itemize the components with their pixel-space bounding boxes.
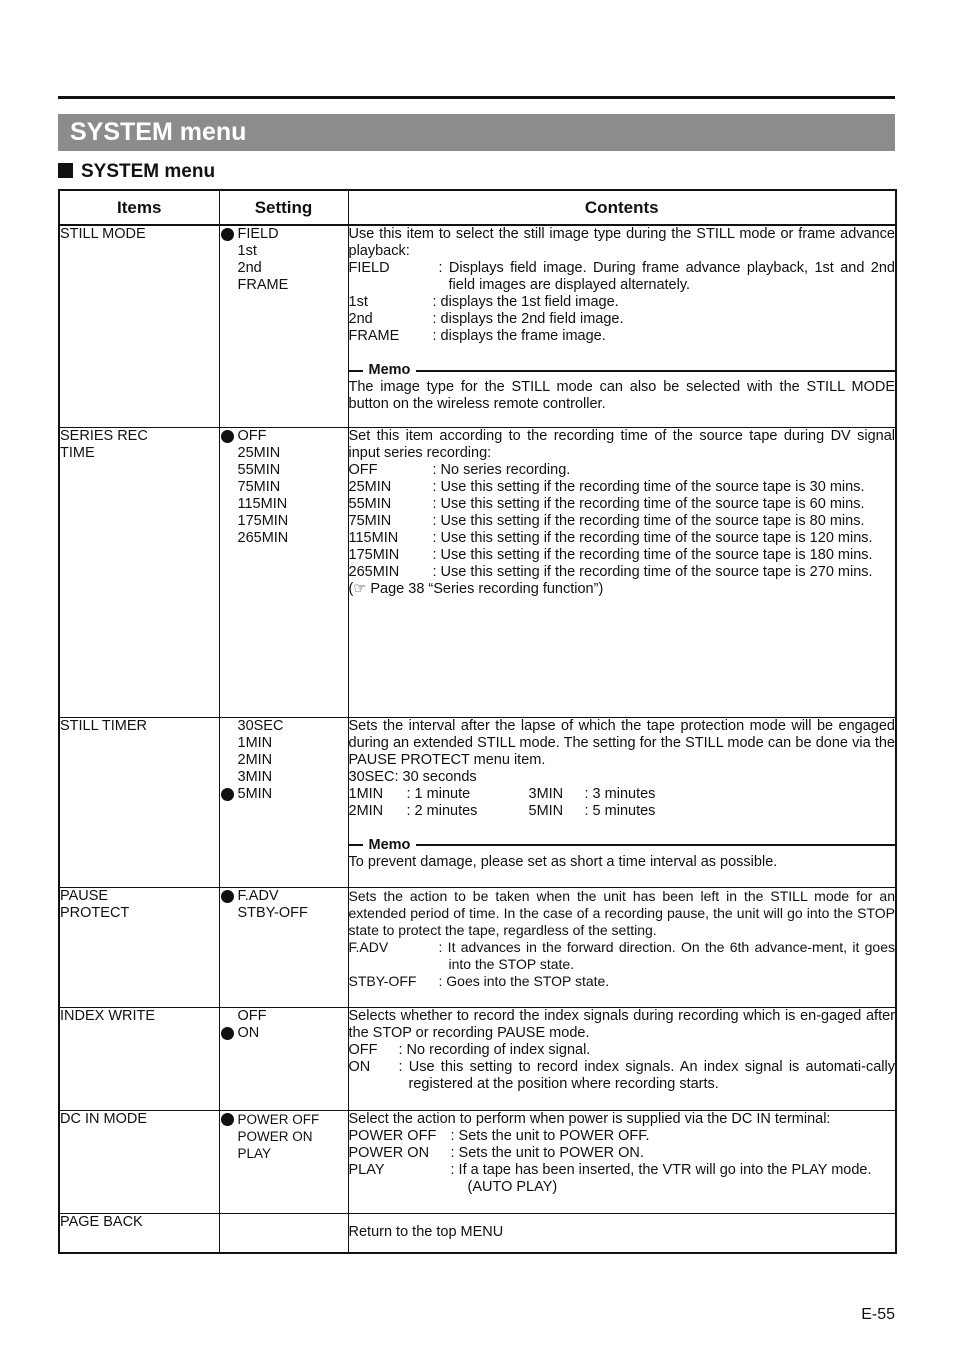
definition: OFF : No recording of index signal. [348,1041,591,1058]
setting-option: F.ADV [220,888,348,905]
setting-option: FIELD [220,226,348,243]
setting-option: FRAME [237,277,289,293]
column-header-setting: Setting [219,190,348,225]
definition: 265MIN : Use this setting if the recording time of the source tape is 270 mins. [348,563,873,580]
page-number: E-55 [861,1306,895,1323]
contents-cell [348,887,896,1007]
item-name: PAGE BACK [60,1213,143,1230]
page-title: SYSTEM menu [70,118,247,146]
table-row-pause-protect [59,887,896,1007]
item-cell [59,1213,219,1253]
item-name: STILL TIMER [60,717,148,734]
contents-cell [348,1213,896,1253]
table-row-series-rec-time [59,427,896,717]
item-name: DC IN MODE [60,1110,147,1127]
item-cell [59,225,219,427]
table-header-row [59,190,896,225]
definition: POWER ON : Sets the unit to POWER ON. [348,1144,644,1161]
definition: FIELD : Displays field image. During frame advance playback, 1st and 2nd field images are displayed alternately. [348,260,895,293]
table-row-still-mode [59,225,896,427]
setting-cell [219,887,348,1007]
memo-rule [416,844,895,846]
setting-cell [219,1110,348,1213]
memo-heading: Memo [349,362,896,379]
description: Sets the action to be taken when the unit has been left in the STILL mode for an extended period of time. In the case of a recording pause, the unit will go into the STOP state to protect the tape, regardless of the setting. [348,887,895,938]
table-row-still-timer [59,717,896,887]
default-dot-icon [221,1113,234,1126]
column-header-contents: Contents [348,190,896,225]
setting-option: OFF [220,428,348,445]
definition: 75MIN : Use this setting if the recording time of the source tape is 80 mins. [348,512,865,529]
setting-option: 2nd [237,260,262,276]
title-bar [58,114,895,151]
contents-cell [348,1007,896,1110]
table-row-dc-in-mode [59,1110,896,1213]
definition: 25MIN : Use this setting if the recording time of the source tape is 30 mins. [348,478,865,495]
table-row-page-back [59,1213,896,1253]
definition: 175MIN : Use this setting if the recording time of the source tape is 180 mins. [348,546,873,563]
item-name: TIME [60,444,95,461]
definition-pair: 2MIN : 2 minutes 5MIN : 5 minutes [348,802,656,819]
definition: 115MIN : Use this setting if the recording time of the source tape is 120 mins. [348,529,873,546]
item-cell [59,887,219,1007]
setting-option: 25MIN [237,444,281,461]
description: Set this item according to the recording time of the source tape during DV signal input series recording: [348,427,895,461]
definition: 55MIN : Use this setting if the recording time of the source tape is 60 mins. [348,495,865,512]
setting-option: 75MIN [237,478,281,495]
setting-option: 1MIN [237,734,273,751]
default-dot-icon [221,1027,234,1040]
square-bullet-icon [58,163,73,178]
default-dot-icon [221,890,234,903]
item-cell [59,717,219,887]
description: Select the action to perform when power is supplied via the DC IN terminal: [348,1110,831,1127]
setting-cell [219,225,348,427]
setting-cell [219,717,348,887]
memo-text: The image type for the STILL mode can also be selected with the STILL MODE button on the wireless remote controller. [348,379,895,412]
setting-option: 175MIN [237,512,289,529]
setting-option: 55MIN [237,461,281,478]
description: Return to the top MENU [348,1223,504,1240]
system-menu-table [58,189,897,1254]
setting-option: STBY-OFF [237,904,308,921]
definition: 30SEC: 30 seconds [348,768,477,785]
memo-heading: Memo [349,837,896,854]
item-cell [59,1007,219,1110]
table-row-index-write [59,1007,896,1110]
definition: STBY-OFF : Goes into the STOP state. [348,972,610,989]
setting-option: 115MIN [237,495,288,512]
definition: 1st : displays the 1st field image. [348,294,619,310]
setting-cell [219,427,348,717]
setting-option: 30SEC [237,717,284,734]
item-name: INDEX WRITE [60,1007,156,1024]
memo-rule [349,370,363,372]
description: Use this item to select the still image type during the STILL mode or frame advance playback: [348,226,895,259]
default-dot-icon [221,430,234,443]
item-name: SERIES REC [60,427,148,444]
setting-option: 1st [237,243,257,259]
item-name: PROTECT [60,904,130,921]
default-dot-icon [221,228,234,241]
definition: ON : Use this setting to record index signals. An index signal is automati-cally registered at the position where recording starts. [348,1058,895,1092]
definition: FRAME : displays the frame image. [348,328,606,344]
top-rule [58,96,895,99]
column-header-items: Items [59,190,219,225]
section-heading-text: SYSTEM menu [81,161,216,182]
item-cell [59,427,219,717]
setting-option: OFF [237,1007,267,1024]
setting-option: 3MIN [237,768,273,785]
page-reference: (☞ Page 38 “Series recording function”) [348,580,604,597]
description: Sets the interval after the lapse of which the tape protection mode will be engaged during an extended STILL mode. The setting for the STILL mode can be done via the PAUSE PROTECT menu item. [348,717,895,768]
setting-option: POWER OFF [220,1111,348,1128]
item-name: STILL MODE [60,226,146,242]
memo-rule [349,844,363,846]
contents-cell [348,1110,896,1213]
setting-option: 2MIN [237,751,273,768]
setting-option: 5MIN [220,786,348,803]
setting-option: POWER ON [237,1128,313,1144]
definition: F.ADV : It advances in the forward direction. On the 6th advance-ment, it goes into the STOP state. [348,938,895,972]
definition: PLAY : If a tape has been inserted, the VTR will go into the PLAY mode. (AUTO PLAY) [348,1161,872,1195]
definition: OFF : No series recording. [348,461,571,478]
setting-option: PLAY [237,1145,272,1161]
default-dot-icon [221,788,234,801]
item-cell [59,1110,219,1213]
memo-text: To prevent damage, please set as short a time interval as possible. [348,853,778,870]
contents-cell [348,717,896,887]
definition: POWER OFF : Sets the unit to POWER OFF. [348,1127,650,1144]
definition-pair: 1MIN : 1 minute 3MIN : 3 minutes [348,785,656,802]
definition: 2nd : displays the 2nd field image. [348,311,624,327]
section-heading [58,160,215,184]
description: Selects whether to record the index signals during recording which is en-gaged after the STOP or recording PAUSE mode. [348,1007,895,1041]
setting-cell [219,1007,348,1110]
setting-cell [219,1213,348,1253]
item-name: PAUSE [60,887,109,904]
setting-option: 265MIN [237,529,289,546]
setting-option: ON [220,1025,348,1042]
memo-rule [416,370,895,372]
contents-cell [348,427,896,717]
contents-cell [348,225,896,427]
